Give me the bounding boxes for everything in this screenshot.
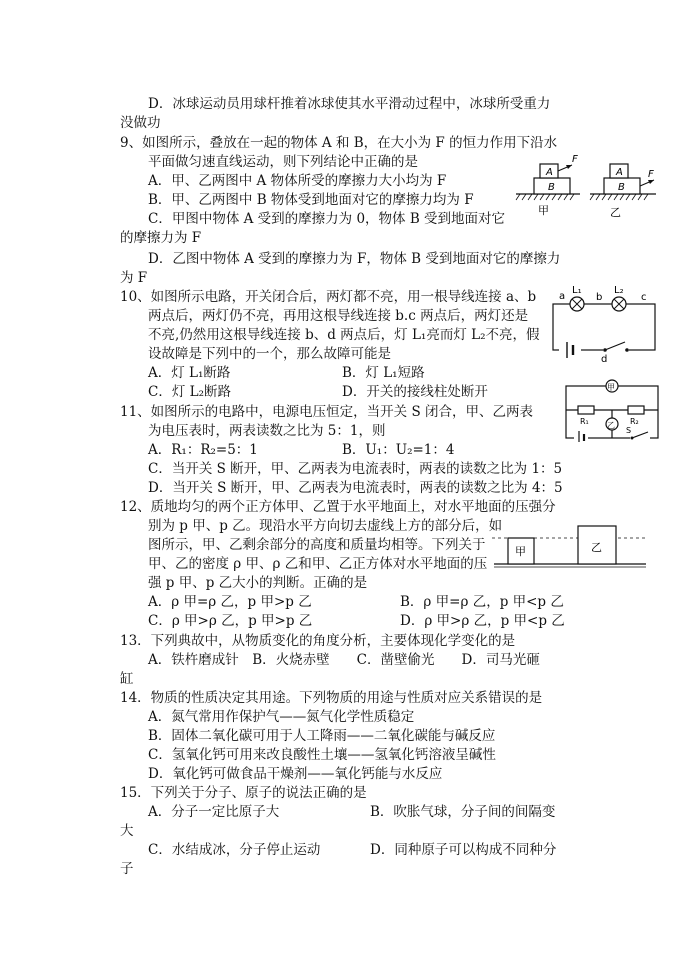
q9-blocks-figure: [512, 150, 662, 222]
q14-option-c: C．氢氧化钙可用来改良酸性土壤——氢氧化钙溶液呈碱性: [148, 747, 496, 763]
q12-fig-jia: 甲: [515, 545, 526, 558]
q9-option-d: D．乙图中物体 A 受到的摩擦力为 F，物体 B 受到地面对它的摩擦力: [148, 251, 561, 267]
q9-fig-label-b: B: [548, 182, 555, 193]
q12-cubes-figure: [490, 522, 650, 570]
q10-stem-3: 不亮,仍然用这根导线连接 b、d 两点后，灯 L₁亮而灯 L₂不亮，假: [148, 327, 540, 343]
q11-option-b: B．U₁：U₂=1：4: [342, 442, 455, 458]
q9-option-a: A．甲、乙两图中 A 物体所受的摩擦力大小均为 F: [148, 173, 447, 189]
q9-figure-jia: [516, 154, 580, 217]
q8-option-d-cont: 没做功: [120, 115, 161, 131]
q10-circuit-figure: [545, 284, 663, 364]
q11-option-a: A．R₁：R₂=5：1: [148, 442, 258, 458]
q14-option-b: B．固体二氧化碳可用于人工降雨——二氧化碳能与碱反应: [148, 728, 496, 744]
q14-option-d: D．氧化钙可做食品干燥剂——氧化钙能与水反应: [148, 766, 443, 782]
q9-fig-caption-jia: 甲: [538, 204, 549, 217]
q12-stem-5: 强 p 甲、p 乙大小的判断。正确的是: [148, 575, 368, 591]
q13-options: A．铁杵磨成针 B．火烧赤壁 C．凿壁偷光 D．司马光砸: [148, 652, 540, 668]
q9-fig-label-a: A: [546, 167, 553, 178]
q9-fig-label-a2: A: [616, 167, 623, 178]
q8-option-d: D．冰球运动员用球杆推着冰球使其水平滑动过程中，冰球所受重力: [148, 96, 551, 112]
q15-stem: 15．下列关于分子、原子的说法正确的是: [120, 785, 367, 801]
q15-option-d-cont: 子: [120, 861, 134, 877]
q10-option-c: C．灯 L₂断路: [148, 384, 231, 400]
q9-option-c: C．甲图中物体 A 受到的摩擦力为 0，物体 B 受到地面对它: [148, 211, 506, 227]
q9-fig-label-f: F: [572, 154, 578, 165]
q9-fig-label-f2: F: [648, 169, 654, 180]
q12-stem-3: 图所示，甲、乙剩余部分的高度和质量均相等。下列关于: [148, 537, 486, 553]
q11-stem-2: 为电压表时，两表读数之比为 5：1，则: [148, 423, 386, 439]
q11-fig-r2: R₂: [630, 417, 639, 426]
q12-fig-yi: 乙: [591, 541, 602, 554]
q9-option-c-cont: 的摩擦力为 F: [120, 230, 202, 246]
q11-option-c: C．当开关 S 断开，甲、乙两表为电流表时，两表的读数之比为 1：5: [148, 461, 563, 477]
q15-option-c: C．水结成冰，分子停止运动: [148, 842, 321, 858]
q9-fig-caption-yi: 乙: [610, 206, 621, 219]
q13-stem: 13．下列典故中，从物质变化的角度分析，主要体现化学变化的是: [120, 633, 516, 649]
q11-fig-r1: R₁: [580, 417, 589, 426]
q9-stem-cont: 平面做匀速直线运动，则下列结论中正确的是: [148, 154, 418, 170]
q10-stem: 10、如图所示电路，开关闭合后，两灯都不亮，用一根导线连接 a、b: [120, 289, 537, 305]
q15-option-b-cont: 大: [120, 823, 134, 839]
q12-option-a: A．ρ 甲=ρ 乙，p 甲>p 乙: [148, 594, 312, 610]
q10-fig-d: d: [601, 354, 608, 364]
q9-option-b: B．甲、乙两图中 B 物体受到地面对它的摩擦力均为 F: [148, 192, 474, 208]
q10-fig-a: a: [559, 291, 566, 302]
q12-stem-2: 别为 p 甲、p 乙。现沿水平方向切去虚线上方的部分后，如: [148, 518, 503, 534]
q14-stem: 14．物质的性质决定其用途。下列物质的用途与性质对应关系错误的是: [120, 690, 543, 706]
q10-fig-c: c: [641, 292, 647, 303]
q15-option-d: D．同种原子可以构成不同种分: [370, 842, 557, 858]
q10-fig-b: b: [596, 292, 603, 303]
q10-option-b: B．灯 L₁短路: [342, 365, 425, 381]
q11-option-d: D．当开关 S 断开，甲、乙两表为电流表时，两表的读数之比为 4：5: [148, 480, 563, 496]
q13-options-cont: 缸: [120, 671, 134, 687]
q12-option-d: D．ρ 甲>ρ 乙，p 甲<p 乙: [400, 613, 565, 629]
q9-figure-yi: [590, 164, 656, 219]
q12-option-b: B．ρ 甲=ρ 乙，p 甲<p 乙: [400, 594, 564, 610]
q11-fig-s: S: [626, 426, 632, 435]
q15-option-a: A．分子一定比原子大: [148, 804, 280, 820]
q11-stem: 11、如图所示的电路中，电源电压恒定，当开关 S 闭合，甲、乙两表: [120, 404, 534, 420]
q12-stem: 12、质地均匀的两个正方体甲、乙置于水平地面上，对水平地面的压强分: [120, 499, 556, 515]
q12-stem-4: 甲、乙的密度 ρ 甲、ρ 乙和甲、乙正方体对水平地面的压: [148, 556, 488, 572]
q10-option-a: A．灯 L₁断路: [148, 365, 231, 381]
q15-option-b: B．吹胀气球，分子间的间隔变: [370, 804, 556, 820]
q12-option-c: C．ρ 甲>ρ 乙，p 甲>p 乙: [148, 613, 313, 629]
q10-fig-l2: L₂: [614, 285, 624, 296]
q10-option-d: D．开关的接线柱处断开: [342, 384, 488, 400]
q11-circuit-figure: [560, 378, 664, 442]
q10-stem-2: 两点后，两灯仍不亮，再用这根导线连接 b.c 两点后，两灯还是: [148, 308, 529, 324]
q9-option-d-cont: 为 F: [120, 270, 148, 286]
q10-fig-l1: L₁: [572, 285, 582, 296]
q9-stem: 9、如图所示，叠放在一起的物体 A 和 B，在大小为 F 的恒力作用下沿水: [120, 135, 558, 151]
q9-fig-label-b2: B: [618, 182, 625, 193]
q11-fig-yi: 乙: [607, 421, 615, 430]
q10-stem-4: 设故障是下列中的一个，那么故障可能是: [148, 346, 391, 362]
q14-option-a: A．氮气常用作保护气——氮气化学性质稳定: [148, 709, 415, 725]
q11-fig-jia: 甲: [607, 383, 615, 392]
